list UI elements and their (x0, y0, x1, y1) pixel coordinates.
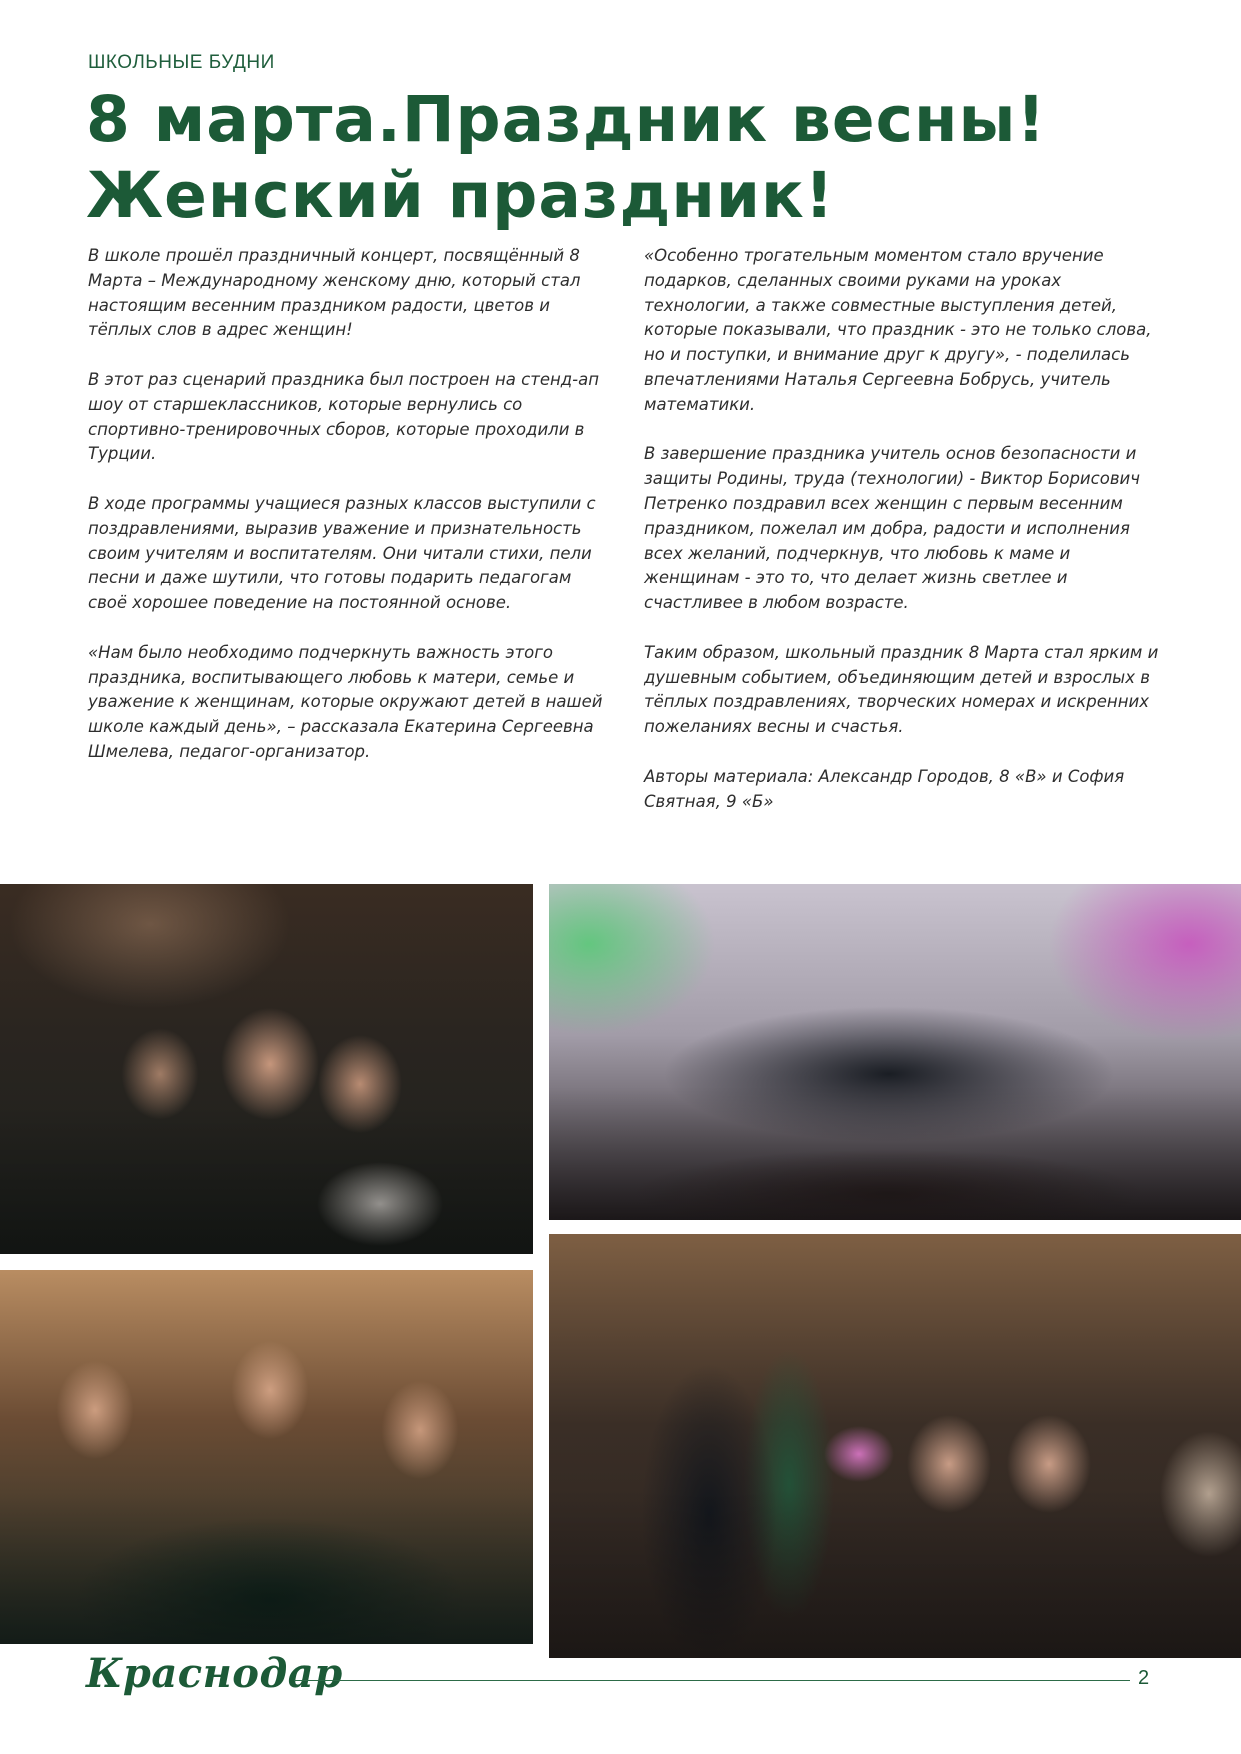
footer-divider (294, 1680, 1130, 1681)
paragraph: В школе прошёл праздничный концерт, посвящённый 8 Марта – Международному женскому дню, который стал настоящим весенним праздником радости, цветов и тёплых слов в адрес женщин! (88, 246, 581, 340)
photo-audience-students (0, 884, 533, 1254)
page-number: 2 (1138, 1667, 1150, 1689)
paragraph: В завершение праздника учитель основ безопасности и защиты Родины, труда (технологии) - Виктор Борисович Петренко поздравил всех женщин с первым весенним праздником, пожелал им добра, радости и исполнения всех желаний, подчеркнув, что любовь к маме и женщинам - это то, что делает жизнь светлее и счастливее в любом возрасте. (644, 444, 1141, 613)
photo-stage-performance (549, 884, 1241, 1220)
article-column-right (644, 244, 1164, 839)
article-column-left (88, 244, 608, 790)
article-title-line-1: 8 марта.Праздник весны! (86, 83, 1047, 156)
article-title (86, 82, 1206, 234)
article-title-line-2: Женский праздник! (86, 159, 835, 232)
paragraph: Таким образом, школьный праздник 8 Марта стал ярким и душевным событием, объединяющим детей и взрослых в тёплых поздравлениях, творческих номерах и искренних пожеланиях весны и счастья. (644, 642, 1159, 737)
authors-credit: Авторы материала: Александр Городов, 8 «В» и София Святная, 9 «Б» (644, 766, 1125, 811)
quote-paragraph: «Особенно трогательным моментом стало вручение подарков, сделанных своими руками на уроках технологии, а также совместные выступления детей, которые показывали, что праздник - это не только слова, но и поступки, и внимание друг к другу», - поделилась впечатлениями Наталья Сергеевна Бобрусь, учитель математики. (644, 246, 1152, 414)
krasnodar-logo: Краснодар (86, 1650, 343, 1697)
paragraph: В ходе программы учащиеся разных классов выступили с поздравлениями, выразив уважение и признательность своим учителям и воспитателям. Они читали стихи, пели песни и даже шутили, что готовы подарить педагогам своё хорошее поведение на постоянной основе. (88, 493, 596, 613)
photo-smiling-girls (0, 1270, 533, 1644)
section-label: ШКОЛЬНЫЕ БУДНИ (88, 52, 275, 73)
paragraph: В этот раз сценарий праздника был построен на стенд-ап шоу от старшеклассников, которые вернулись со спортивно-тренировочных сборов, которые проходили в Турции. (88, 369, 600, 464)
quote-paragraph: «Нам было необходимо подчеркнуть важность этого праздника, воспитывающего любовь к матери, семье и уважение к женщинам, которые окружают детей в нашей школе каждый день», – рассказала Екатерина Сергеевна Шмелева, педагог-организатор. (88, 642, 603, 761)
photo-flowers-gift (549, 1234, 1241, 1658)
